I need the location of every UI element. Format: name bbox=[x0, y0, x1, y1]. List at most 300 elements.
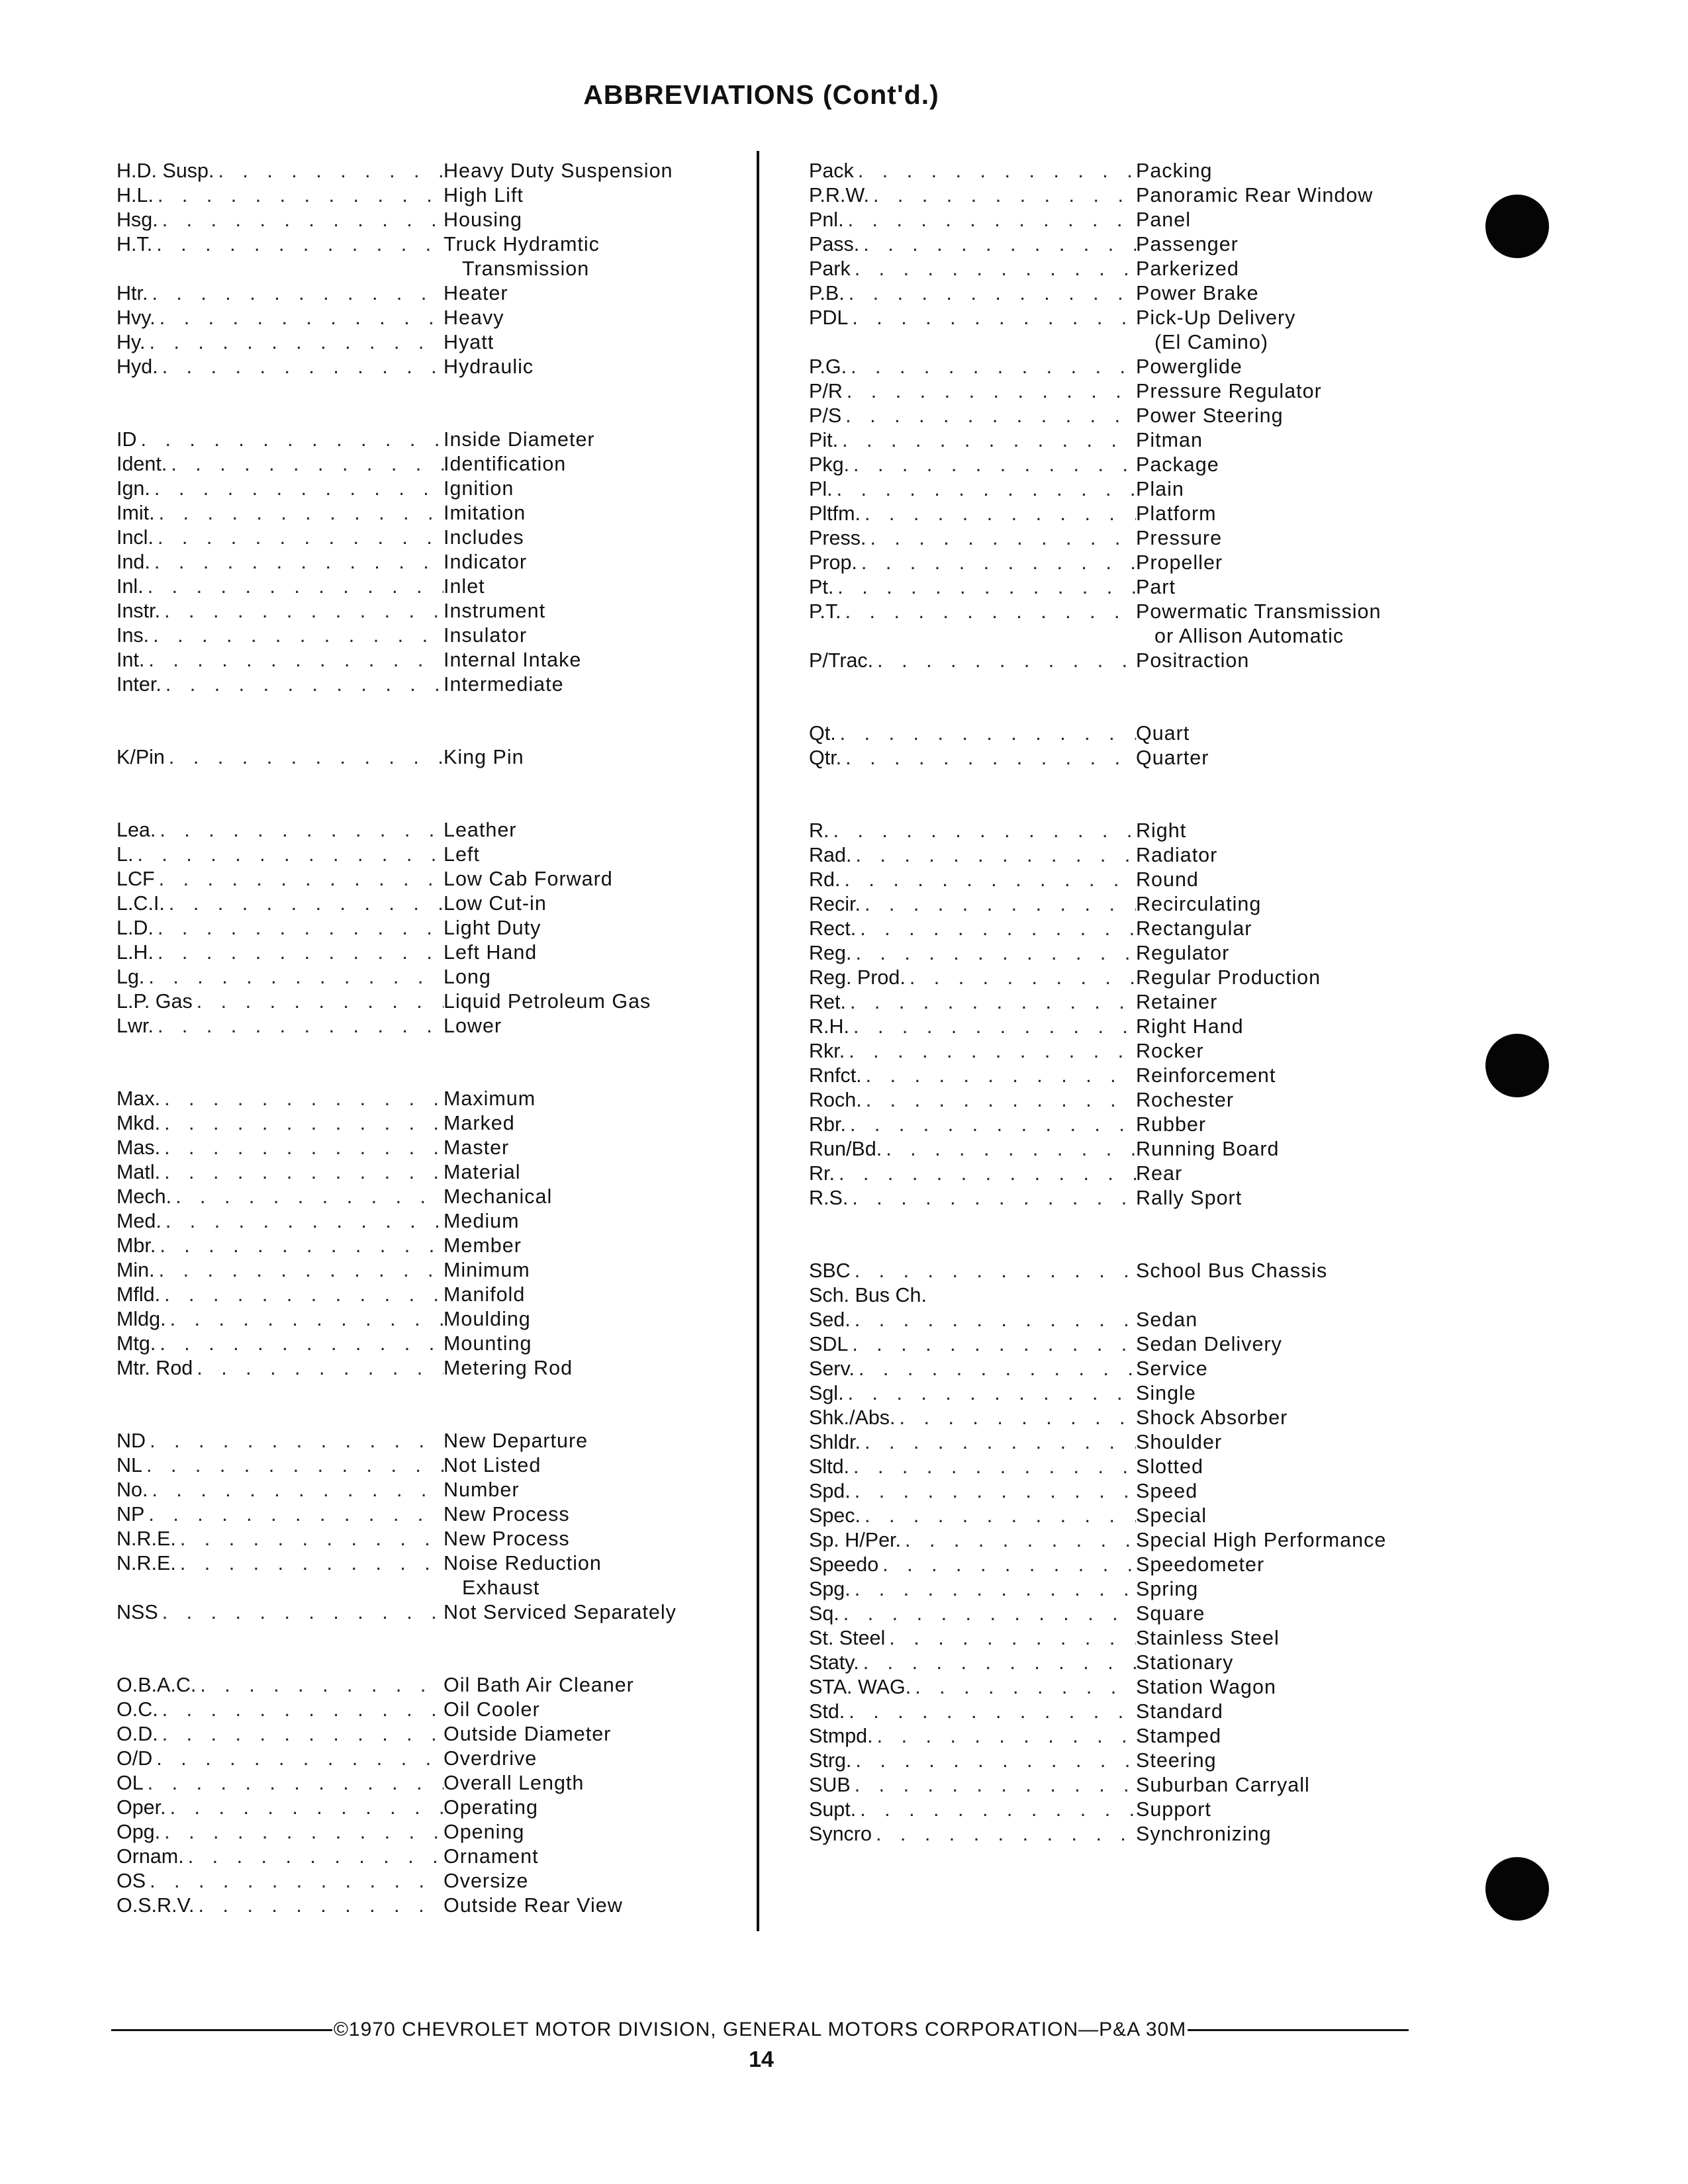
abbreviation: Sp. H/Per. bbox=[809, 1528, 905, 1553]
abbreviation-meaning: Service bbox=[1136, 1357, 1208, 1380]
dot-leader bbox=[148, 965, 444, 989]
abbreviation: Spg. bbox=[809, 1577, 855, 1602]
dot-leader bbox=[850, 990, 1136, 1015]
dot-leader bbox=[154, 550, 444, 574]
abbreviation-meaning: Running Board bbox=[1136, 1138, 1280, 1160]
abbreviation-entry bbox=[809, 1015, 1431, 1039]
abbreviation: NSS bbox=[117, 1600, 162, 1625]
abbreviation: O.D. bbox=[117, 1722, 162, 1747]
abbreviation: Pl. bbox=[809, 477, 837, 502]
abbreviation-meaning: Not Listed bbox=[444, 1454, 541, 1477]
abbreviation-meaning: Heavy bbox=[444, 306, 504, 329]
dot-leader bbox=[152, 1478, 444, 1502]
abbreviation-meaning: Right Hand bbox=[1136, 1015, 1244, 1038]
abbreviation: Pass. bbox=[809, 232, 863, 257]
abbreviation-entry bbox=[117, 916, 726, 940]
abbreviation: Mas. bbox=[117, 1136, 164, 1160]
abbreviation-meaning: Inside Diameter bbox=[444, 428, 595, 451]
abbreviation-entry bbox=[117, 1160, 726, 1185]
abbreviation: Pnl. bbox=[809, 208, 848, 232]
abbreviation: Qtr. bbox=[809, 746, 845, 770]
footer-rule-right bbox=[1188, 2029, 1409, 2031]
dot-leader bbox=[162, 355, 444, 379]
abbreviation-entry bbox=[809, 1700, 1431, 1724]
abbreviation-meaning: Quarter bbox=[1136, 747, 1209, 769]
abbreviation-entry bbox=[809, 1528, 1431, 1553]
abbreviation-entry bbox=[809, 1259, 1431, 1283]
abbreviation-meaning: Steering bbox=[1136, 1749, 1217, 1772]
abbreviation: PDL bbox=[809, 306, 852, 330]
abbreviation-meaning: Pitman bbox=[1136, 429, 1203, 451]
abbreviation: Hsg. bbox=[117, 208, 162, 232]
dot-leader bbox=[842, 428, 1136, 453]
abbreviation-meaning: Quart bbox=[1136, 722, 1190, 745]
abbreviation-entry bbox=[117, 183, 726, 208]
dot-leader bbox=[852, 1186, 1136, 1210]
dot-leader bbox=[855, 1308, 1136, 1332]
dot-leader bbox=[849, 281, 1136, 306]
abbreviation-group bbox=[117, 428, 726, 697]
dot-leader bbox=[156, 232, 444, 257]
abbreviation: Ret. bbox=[809, 990, 850, 1015]
dot-leader bbox=[855, 1479, 1136, 1504]
abbreviation-entry bbox=[809, 575, 1431, 600]
abbreviation-entry bbox=[809, 1724, 1431, 1749]
dot-leader bbox=[849, 1700, 1136, 1724]
abbreviation-entry bbox=[117, 232, 726, 257]
dot-leader bbox=[848, 208, 1136, 232]
dot-leader bbox=[160, 1332, 444, 1356]
dot-leader bbox=[164, 1136, 444, 1160]
dot-leader bbox=[152, 281, 444, 306]
abbreviation-meaning: Outside Rear View bbox=[444, 1894, 623, 1917]
abbreviation-entry bbox=[809, 1357, 1431, 1381]
abbreviation: OS bbox=[117, 1869, 150, 1893]
abbreviation-entry bbox=[117, 1087, 726, 1111]
abbreviation-entry bbox=[117, 965, 726, 989]
abbreviation-continuation bbox=[809, 624, 1431, 649]
abbreviation-entry bbox=[809, 355, 1431, 379]
abbreviation: Pack bbox=[809, 159, 858, 183]
abbreviation-entry bbox=[117, 1869, 726, 1893]
abbreviation-meaning: Shoulder bbox=[1136, 1431, 1223, 1453]
abbreviation-entry bbox=[809, 1504, 1431, 1528]
dot-leader bbox=[853, 453, 1136, 477]
dot-leader bbox=[837, 575, 1136, 600]
dot-leader bbox=[863, 232, 1136, 257]
abbreviation-entry bbox=[809, 404, 1431, 428]
abbreviation-meaning: Right bbox=[1136, 819, 1187, 842]
abbreviation-meaning: Regulator bbox=[1136, 942, 1230, 964]
abbreviation-meaning: Light Duty bbox=[444, 917, 541, 939]
abbreviation-entry bbox=[809, 1283, 1431, 1308]
abbreviation-meaning: Includes bbox=[444, 526, 524, 549]
dot-leader bbox=[855, 1773, 1136, 1797]
abbreviation-continuation bbox=[809, 330, 1431, 355]
abbreviation: Qt. bbox=[809, 721, 840, 746]
abbreviation-meaning: or Allison Automatic bbox=[1154, 625, 1344, 647]
abbreviation-entry bbox=[809, 1064, 1431, 1088]
dot-leader bbox=[148, 1502, 444, 1527]
dot-leader bbox=[141, 428, 444, 452]
dot-leader bbox=[197, 1356, 444, 1381]
abbreviation: Htr. bbox=[117, 281, 152, 306]
abbreviation: St. Steel bbox=[809, 1626, 889, 1651]
abbreviation-entry bbox=[809, 990, 1431, 1015]
abbreviation-meaning: Standard bbox=[1136, 1700, 1223, 1723]
abbreviation-continuation bbox=[117, 1576, 726, 1600]
abbreviation: Ornam. bbox=[117, 1844, 188, 1869]
abbreviation-entry bbox=[809, 819, 1431, 843]
abbreviation-entry bbox=[117, 1844, 726, 1869]
dot-leader bbox=[873, 183, 1136, 208]
dot-leader bbox=[162, 1698, 444, 1722]
abbreviation: SBC bbox=[809, 1259, 855, 1283]
abbreviation-meaning: Insulator bbox=[444, 624, 527, 647]
dot-leader bbox=[164, 1283, 444, 1307]
abbreviation-meaning: Power Brake bbox=[1136, 282, 1259, 304]
abbreviation: Sed. bbox=[809, 1308, 855, 1332]
abbreviation-entry bbox=[117, 940, 726, 965]
abbreviation-entry bbox=[809, 428, 1431, 453]
dot-leader bbox=[160, 1234, 444, 1258]
abbreviation: Rad. bbox=[809, 843, 855, 868]
dot-leader bbox=[840, 721, 1136, 746]
abbreviation: L.C.I. bbox=[117, 891, 169, 916]
abbreviation: O.C. bbox=[117, 1698, 162, 1722]
abbreviation: L.D. bbox=[117, 916, 158, 940]
abbreviation-meaning: Packing bbox=[1136, 159, 1213, 182]
abbreviation-entry bbox=[809, 477, 1431, 502]
abbreviation-meaning: Oil Cooler bbox=[444, 1698, 540, 1721]
dot-leader bbox=[199, 1893, 444, 1918]
abbreviation: Supt. bbox=[809, 1797, 860, 1822]
abbreviation: LCF bbox=[117, 867, 159, 891]
dot-leader bbox=[861, 551, 1136, 575]
dot-leader bbox=[877, 1724, 1136, 1749]
dot-leader bbox=[845, 404, 1136, 428]
abbreviation: Pkg. bbox=[809, 453, 853, 477]
abbreviation-meaning: Rochester bbox=[1136, 1089, 1235, 1111]
abbreviation-entry bbox=[117, 574, 726, 599]
dot-leader bbox=[162, 1722, 444, 1747]
abbreviation-entry bbox=[117, 1673, 726, 1698]
abbreviation-group bbox=[809, 159, 1431, 673]
abbreviation-meaning: Transmission bbox=[462, 257, 590, 280]
abbreviation-entry bbox=[117, 989, 726, 1014]
abbreviation: O.S.R.V. bbox=[117, 1893, 199, 1918]
abbreviation-group bbox=[117, 818, 726, 1038]
abbreviation-entry bbox=[809, 379, 1431, 404]
abbreviation: Mtr. Rod bbox=[117, 1356, 197, 1381]
abbreviation-entry bbox=[809, 257, 1431, 281]
abbreviation: Std. bbox=[809, 1700, 849, 1724]
abbreviation-entry bbox=[809, 1161, 1431, 1186]
abbreviation: Sch. Bus Ch. bbox=[809, 1283, 931, 1308]
abbreviation-meaning: Left Hand bbox=[444, 941, 538, 964]
abbreviation-meaning: Ornament bbox=[444, 1845, 539, 1868]
abbreviation: Spec. bbox=[809, 1504, 865, 1528]
abbreviation-meaning: Number bbox=[444, 1479, 520, 1501]
abbreviation-entry bbox=[809, 1308, 1431, 1332]
abbreviation: P/R bbox=[809, 379, 847, 404]
abbreviation: N.R.E. bbox=[117, 1527, 180, 1551]
abbreviation: Ident. bbox=[117, 452, 171, 477]
abbreviation-entry bbox=[117, 208, 726, 232]
abbreviation-meaning: Mechanical bbox=[444, 1185, 553, 1208]
abbreviation-entry bbox=[117, 842, 726, 867]
abbreviation-group bbox=[117, 1673, 726, 1918]
abbreviation: Park bbox=[809, 257, 855, 281]
abbreviation-entry bbox=[809, 746, 1431, 770]
abbreviation: Imit. bbox=[117, 501, 159, 525]
abbreviation-entry bbox=[117, 1307, 726, 1332]
abbreviation: Mbr. bbox=[117, 1234, 160, 1258]
abbreviation: SUB bbox=[809, 1773, 855, 1797]
dot-leader bbox=[218, 159, 444, 183]
abbreviation-entry bbox=[809, 281, 1431, 306]
abbreviation: P/Trac. bbox=[809, 649, 877, 673]
abbreviation-meaning: King Pin bbox=[444, 746, 524, 768]
abbreviation-meaning: Heavy Duty Suspension bbox=[444, 159, 673, 182]
dot-leader bbox=[859, 1357, 1136, 1381]
dot-leader bbox=[837, 477, 1136, 502]
abbreviation-group bbox=[809, 1259, 1431, 1846]
abbreviation-meaning: Intermediate bbox=[444, 673, 564, 696]
abbreviation: Hvy. bbox=[117, 306, 160, 330]
abbreviation: Oper. bbox=[117, 1796, 170, 1820]
dot-leader bbox=[844, 868, 1136, 892]
abbreviation-meaning: Rally Sport bbox=[1136, 1187, 1243, 1209]
abbreviation-entry bbox=[117, 1771, 726, 1796]
abbreviation: Stmpd. bbox=[809, 1724, 877, 1749]
abbreviation-entry bbox=[809, 941, 1431, 966]
abbreviation-entry bbox=[117, 1356, 726, 1381]
abbreviation: Reg. bbox=[809, 941, 855, 966]
abbreviation-meaning: Platform bbox=[1136, 502, 1217, 525]
dot-leader bbox=[839, 1161, 1136, 1186]
abbreviation-meaning: Speedometer bbox=[1136, 1553, 1265, 1576]
abbreviation-entry bbox=[117, 1185, 726, 1209]
dot-leader bbox=[915, 1675, 1136, 1700]
abbreviation-meaning: Imitation bbox=[444, 502, 526, 524]
abbreviation-meaning: Medium bbox=[444, 1210, 520, 1232]
abbreviation: Recir. bbox=[809, 892, 865, 917]
abbreviation-entry bbox=[117, 452, 726, 477]
abbreviation-entry bbox=[809, 1455, 1431, 1479]
abbreviation: Mech. bbox=[117, 1185, 175, 1209]
abbreviation-entry bbox=[809, 1822, 1431, 1846]
abbreviation-entry bbox=[117, 818, 726, 842]
abbreviation-meaning: Panoramic Rear Window bbox=[1136, 184, 1374, 206]
abbreviation: Lea. bbox=[117, 818, 160, 842]
dot-leader bbox=[164, 1820, 444, 1844]
dot-leader bbox=[156, 1747, 444, 1771]
abbreviation: P/S bbox=[809, 404, 845, 428]
dot-leader bbox=[175, 1185, 444, 1209]
abbreviation-meaning: Left bbox=[444, 843, 480, 866]
abbreviation-meaning: Internal Intake bbox=[444, 649, 582, 671]
dot-leader bbox=[158, 916, 444, 940]
abbreviation: Rkr. bbox=[809, 1039, 849, 1064]
dot-leader bbox=[863, 1651, 1136, 1675]
abbreviation-meaning: Stationary bbox=[1136, 1651, 1234, 1674]
dot-leader bbox=[886, 1137, 1136, 1161]
abbreviation-entry bbox=[117, 1332, 726, 1356]
dot-leader bbox=[865, 1504, 1136, 1528]
abbreviation-group bbox=[809, 721, 1431, 770]
dot-leader bbox=[158, 525, 444, 550]
abbreviation-entry bbox=[809, 917, 1431, 941]
dot-leader bbox=[848, 1381, 1136, 1406]
dot-leader bbox=[865, 502, 1136, 526]
abbreviation: L. bbox=[117, 842, 137, 867]
abbreviation-entry bbox=[809, 1797, 1431, 1822]
abbreviation-meaning: Package bbox=[1136, 453, 1219, 476]
abbreviation-entry bbox=[117, 648, 726, 672]
dot-leader bbox=[153, 623, 444, 648]
dot-leader bbox=[858, 159, 1136, 183]
abbreviation-entry bbox=[809, 1553, 1431, 1577]
abbreviation-entry bbox=[117, 745, 726, 770]
abbreviation-meaning: Ignition bbox=[444, 477, 514, 500]
abbreviation-entry bbox=[809, 1406, 1431, 1430]
dot-leader bbox=[853, 1015, 1136, 1039]
abbreviation-meaning: Not Serviced Separately bbox=[444, 1601, 677, 1623]
abbreviation: Inter. bbox=[117, 672, 165, 697]
abbreviation-meaning: Pressure bbox=[1136, 527, 1223, 549]
dot-leader bbox=[162, 208, 444, 232]
abbreviation: NP bbox=[117, 1502, 148, 1527]
footer-rule-left bbox=[111, 2029, 332, 2031]
abbreviation-entry bbox=[809, 453, 1431, 477]
abbreviation-meaning: Material bbox=[444, 1161, 521, 1183]
dot-leader bbox=[159, 501, 444, 525]
abbreviation-meaning: New Process bbox=[444, 1527, 570, 1550]
abbreviation: NL bbox=[117, 1453, 146, 1478]
dot-leader bbox=[171, 452, 444, 477]
abbreviation-entry bbox=[809, 966, 1431, 990]
dot-leader bbox=[162, 1600, 444, 1625]
abbreviation-meaning: Power Steering bbox=[1136, 404, 1284, 427]
dot-leader bbox=[870, 526, 1136, 551]
abbreviation-entry bbox=[117, 428, 726, 452]
abbreviation-entry bbox=[117, 1453, 726, 1478]
abbreviation-meaning: Leather bbox=[444, 819, 517, 841]
abbreviation: Sgl. bbox=[809, 1381, 848, 1406]
abbreviation-meaning: Metering Rod bbox=[444, 1357, 573, 1379]
dot-leader bbox=[164, 1087, 444, 1111]
dot-leader bbox=[146, 1453, 444, 1478]
abbreviation-entry bbox=[809, 183, 1431, 208]
abbreviation: Sltd. bbox=[809, 1455, 853, 1479]
abbreviation-meaning: Marked bbox=[444, 1112, 515, 1134]
abbreviation-entry bbox=[809, 1137, 1431, 1161]
dot-leader bbox=[164, 1111, 444, 1136]
abbreviation-meaning: New Process bbox=[444, 1503, 570, 1525]
dot-leader bbox=[833, 819, 1137, 843]
dot-leader bbox=[169, 745, 444, 770]
abbreviation: Ign. bbox=[117, 477, 154, 501]
abbreviation: H.L. bbox=[117, 183, 158, 208]
abbreviation-entry bbox=[117, 501, 726, 525]
abbreviation-meaning: Operating bbox=[444, 1796, 538, 1819]
abbreviation-meaning: Maximum bbox=[444, 1087, 536, 1110]
abbreviation-meaning: Radiator bbox=[1136, 844, 1218, 866]
abbreviation: Ins. bbox=[117, 623, 153, 648]
abbreviation: Rbr. bbox=[809, 1113, 850, 1137]
abbreviation: Matl. bbox=[117, 1160, 164, 1185]
abbreviation: Inl. bbox=[117, 574, 148, 599]
abbreviation-meaning: Truck Hydramtic bbox=[444, 233, 600, 255]
dot-leader bbox=[160, 818, 444, 842]
abbreviation-meaning: Recirculating bbox=[1136, 893, 1262, 915]
dot-leader bbox=[910, 966, 1136, 990]
abbreviation: Shldr. bbox=[809, 1430, 865, 1455]
abbreviation: Syncro bbox=[809, 1822, 876, 1846]
dot-leader bbox=[165, 672, 444, 697]
dot-leader bbox=[154, 477, 444, 501]
abbreviation-meaning: Opening bbox=[444, 1821, 525, 1843]
abbreviation-meaning: Manifold bbox=[444, 1283, 526, 1306]
abbreviation-entry bbox=[809, 1430, 1431, 1455]
dot-leader bbox=[197, 989, 444, 1014]
abbreviation: STA. WAG. bbox=[809, 1675, 915, 1700]
abbreviation-meaning: Hydraulic bbox=[444, 355, 534, 378]
abbreviation: ID bbox=[117, 428, 141, 452]
abbreviation-meaning: Moulding bbox=[444, 1308, 531, 1330]
abbreviation: Lwr. bbox=[117, 1014, 158, 1038]
abbreviation: Run/Bd. bbox=[809, 1137, 886, 1161]
dot-leader bbox=[845, 746, 1136, 770]
abbreviation: Mkd. bbox=[117, 1111, 164, 1136]
abbreviation-meaning: Slotted bbox=[1136, 1455, 1203, 1478]
abbreviation-meaning: Sedan Delivery bbox=[1136, 1333, 1282, 1355]
abbreviation-meaning: Panel bbox=[1136, 208, 1192, 231]
abbreviation-entry bbox=[117, 1747, 726, 1771]
abbreviation: Rect. bbox=[809, 917, 860, 941]
abbreviation: Min. bbox=[117, 1258, 159, 1283]
binder-hole-bottom bbox=[1485, 1857, 1549, 1921]
abbreviation-entry bbox=[809, 306, 1431, 330]
column-divider bbox=[757, 151, 759, 1931]
abbreviation-entry bbox=[809, 232, 1431, 257]
abbreviation: Shk./Abs. bbox=[809, 1406, 900, 1430]
abbreviation-entry bbox=[809, 551, 1431, 575]
abbreviation: Press. bbox=[809, 526, 870, 551]
abbreviation-entry bbox=[117, 281, 726, 306]
dot-leader bbox=[855, 1749, 1136, 1773]
abbreviation-meaning: Oil Bath Air Cleaner bbox=[444, 1674, 634, 1696]
abbreviation: SDL bbox=[809, 1332, 852, 1357]
dot-leader bbox=[845, 600, 1136, 624]
abbreviation-group bbox=[117, 1429, 726, 1625]
abbreviation-group bbox=[117, 1087, 726, 1381]
abbreviation-entry bbox=[809, 1577, 1431, 1602]
abbreviation-entry bbox=[809, 1381, 1431, 1406]
abbreviation-entry bbox=[117, 1698, 726, 1722]
abbreviation-meaning: Regular Production bbox=[1136, 966, 1321, 989]
abbreviation-meaning: Propeller bbox=[1136, 551, 1223, 574]
abbreviation: Ind. bbox=[117, 550, 154, 574]
abbreviation-meaning: Housing bbox=[444, 208, 522, 231]
dot-leader bbox=[852, 1332, 1136, 1357]
abbreviation-entry bbox=[117, 330, 726, 355]
footer-copyright: ©1970 CHEVROLET MOTOR DIVISION, GENERAL MOTORS CORPORATION—P&A 30M bbox=[333, 2019, 1187, 2040]
abbreviation: O.B.A.C. bbox=[117, 1673, 200, 1698]
dot-leader bbox=[843, 1602, 1136, 1626]
abbreviation-entry bbox=[117, 1893, 726, 1918]
